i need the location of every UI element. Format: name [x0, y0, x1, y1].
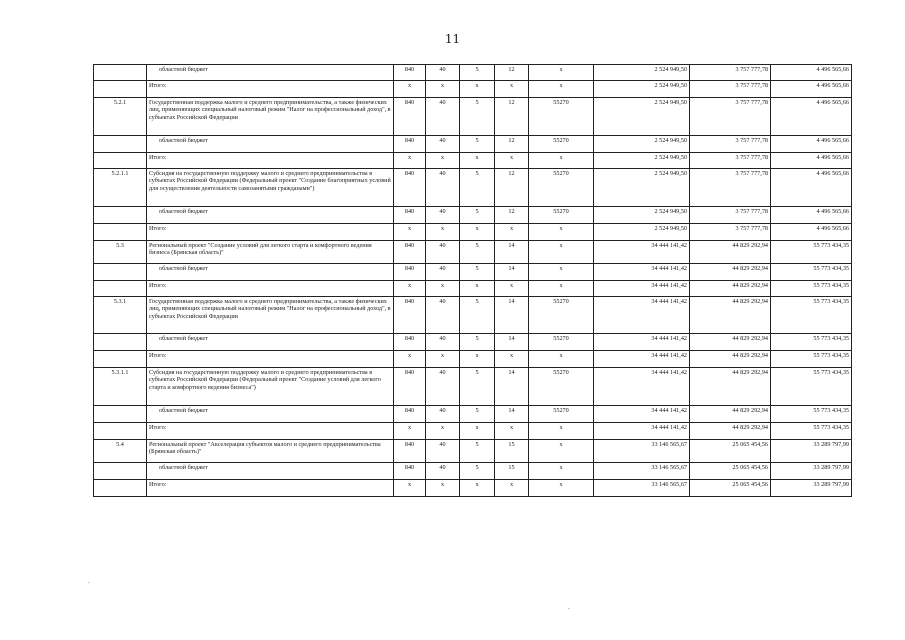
amount-year3-cell: 4 496 565,66	[771, 65, 852, 81]
expense-code-cell: х	[529, 440, 594, 463]
program-code-cell: х	[495, 423, 529, 440]
amount-year1-cell: 34 444 141,42	[594, 351, 690, 368]
table-row	[94, 463, 852, 480]
subsection-code-cell: х	[460, 480, 495, 497]
page-number: 11	[444, 32, 461, 46]
desc-cell: областной бюджет	[147, 264, 394, 281]
amount-year2-cell: 44 829 292,94	[690, 334, 771, 351]
desc-cell: Итого:	[147, 81, 394, 98]
section-code-cell: 40	[426, 169, 460, 207]
grbs-code-cell: х	[394, 153, 426, 169]
expense-code-cell: 55270	[529, 169, 594, 207]
section-code-cell: 40	[426, 406, 460, 423]
expense-code-cell: х	[529, 241, 594, 264]
amount-year2-cell: 25 065 454,56	[690, 440, 771, 463]
desc-cell: областной бюджет	[147, 65, 394, 81]
program-code-cell: 12	[495, 136, 529, 153]
grbs-code-cell: х	[394, 224, 426, 241]
amount-year3-cell: 4 496 565,66	[771, 81, 852, 98]
grbs-code-cell: 840	[394, 406, 426, 423]
section-code-cell: 40	[426, 98, 460, 136]
section-code-cell: 40	[426, 136, 460, 153]
subsection-code-cell: 5	[460, 297, 495, 334]
desc-cell: областной бюджет	[147, 136, 394, 153]
section-code-cell: 40	[426, 297, 460, 334]
amount-year2-cell: 3 757 777,78	[690, 98, 771, 136]
expense-code-cell: 55270	[529, 334, 594, 351]
code-cell	[94, 224, 147, 241]
table-row	[94, 153, 852, 169]
code-cell	[94, 153, 147, 169]
table-row	[94, 281, 852, 297]
amount-year2-cell: 3 757 777,78	[690, 153, 771, 169]
grbs-code-cell: х	[394, 480, 426, 497]
desc-cell: Итого:	[147, 153, 394, 169]
expense-code-cell: х	[529, 81, 594, 98]
table-row	[94, 98, 852, 136]
table-row	[94, 207, 852, 224]
grbs-code-cell: 840	[394, 207, 426, 224]
amount-year3-cell: 4 496 565,66	[771, 153, 852, 169]
amount-year2-cell: 44 829 292,94	[690, 281, 771, 297]
subsection-code-cell: 5	[460, 368, 495, 406]
grbs-code-cell: 840	[394, 463, 426, 480]
grbs-code-cell: х	[394, 423, 426, 440]
code-cell: 5.3.1	[94, 297, 147, 334]
amount-year1-cell: 33 146 565,67	[594, 440, 690, 463]
amount-year3-cell: 4 496 565,66	[771, 207, 852, 224]
amount-year3-cell: 33 289 797,99	[771, 463, 852, 480]
grbs-code-cell: 840	[394, 297, 426, 334]
amount-year1-cell: 34 444 141,42	[594, 406, 690, 423]
subsection-code-cell: х	[460, 81, 495, 98]
desc-cell: областной бюджет	[147, 207, 394, 224]
table-row	[94, 65, 852, 81]
amount-year1-cell: 34 444 141,42	[594, 368, 690, 406]
code-cell	[94, 65, 147, 81]
amount-year3-cell: 33 289 797,99	[771, 480, 852, 497]
desc-cell: областной бюджет	[147, 406, 394, 423]
amount-year1-cell: 34 444 141,42	[594, 264, 690, 281]
program-code-cell: 14	[495, 264, 529, 281]
amount-year1-cell: 2 524 949,50	[594, 207, 690, 224]
desc-cell: Субсидия на государственную поддержку малого и среднего предпринимательства в субъектах Российской Федерации (Федеральный проект "Создание благоприятных условий для осуществления деятельности самозанятыми гражданами")	[147, 169, 394, 207]
grbs-code-cell: 840	[394, 98, 426, 136]
program-code-cell: 15	[495, 440, 529, 463]
grbs-code-cell: х	[394, 351, 426, 368]
program-code-cell: 14	[495, 406, 529, 423]
amount-year3-cell: 55 773 434,35	[771, 334, 852, 351]
code-cell	[94, 334, 147, 351]
table-row	[94, 368, 852, 406]
code-cell	[94, 281, 147, 297]
table-row	[94, 334, 852, 351]
amount-year2-cell: 3 757 777,78	[690, 224, 771, 241]
section-code-cell: 40	[426, 264, 460, 281]
table-body	[94, 65, 852, 497]
code-cell	[94, 406, 147, 423]
expense-code-cell: х	[529, 153, 594, 169]
section-code-cell: 40	[426, 207, 460, 224]
desc-cell: Итого:	[147, 480, 394, 497]
table-row	[94, 169, 852, 207]
section-code-cell: х	[426, 480, 460, 497]
grbs-code-cell: 840	[394, 136, 426, 153]
amount-year1-cell: 34 444 141,42	[594, 334, 690, 351]
desc-cell: Итого:	[147, 423, 394, 440]
expense-code-cell: 55270	[529, 368, 594, 406]
program-code-cell: 12	[495, 98, 529, 136]
grbs-code-cell: 840	[394, 264, 426, 281]
desc-cell: областной бюджет	[147, 463, 394, 480]
amount-year2-cell: 25 065 454,56	[690, 480, 771, 497]
section-code-cell: х	[426, 224, 460, 241]
code-cell	[94, 423, 147, 440]
amount-year2-cell: 44 829 292,94	[690, 241, 771, 264]
table-row	[94, 423, 852, 440]
code-cell: 5.2.1.1	[94, 169, 147, 207]
expense-code-cell: х	[529, 264, 594, 281]
amount-year2-cell: 3 757 777,78	[690, 65, 771, 81]
desc-cell: Итого:	[147, 224, 394, 241]
code-cell	[94, 264, 147, 281]
amount-year3-cell: 4 496 565,66	[771, 224, 852, 241]
subsection-code-cell: 5	[460, 169, 495, 207]
program-code-cell: х	[495, 81, 529, 98]
subsection-code-cell: х	[460, 351, 495, 368]
expense-code-cell: х	[529, 224, 594, 241]
expense-code-cell: х	[529, 351, 594, 368]
program-code-cell: х	[495, 480, 529, 497]
section-code-cell: 40	[426, 463, 460, 480]
subsection-code-cell: х	[460, 423, 495, 440]
subsection-code-cell: 5	[460, 207, 495, 224]
desc-cell: Региональный проект "Создание условий для легкого старта и комфортного ведения бизнеса (Брянская область)"	[147, 241, 394, 264]
table-row	[94, 241, 852, 264]
section-code-cell: 40	[426, 241, 460, 264]
expense-code-cell: х	[529, 423, 594, 440]
amount-year1-cell: 34 444 141,42	[594, 281, 690, 297]
grbs-code-cell: х	[394, 81, 426, 98]
amount-year3-cell: 55 773 434,35	[771, 241, 852, 264]
amount-year3-cell: 55 773 434,35	[771, 297, 852, 334]
section-code-cell: 40	[426, 368, 460, 406]
code-cell	[94, 81, 147, 98]
section-code-cell: х	[426, 153, 460, 169]
desc-cell: Государственная поддержка малого и среднего предпринимательства, а также физических лиц, применяющих специальный налоговый режим "Налог на профессиональный доход", в субъектах Российской Федерации	[147, 297, 394, 334]
program-code-cell: х	[495, 281, 529, 297]
table-row	[94, 224, 852, 241]
program-code-cell: 14	[495, 368, 529, 406]
program-code-cell: 14	[495, 241, 529, 264]
grbs-code-cell: х	[394, 281, 426, 297]
subsection-code-cell: 5	[460, 406, 495, 423]
amount-year2-cell: 3 757 777,78	[690, 136, 771, 153]
grbs-code-cell: 840	[394, 334, 426, 351]
grbs-code-cell: 840	[394, 65, 426, 81]
amount-year2-cell: 44 829 292,94	[690, 423, 771, 440]
program-code-cell: х	[495, 351, 529, 368]
expense-code-cell: 55270	[529, 406, 594, 423]
amount-year3-cell: 4 496 565,66	[771, 98, 852, 136]
subsection-code-cell: 5	[460, 136, 495, 153]
expense-code-cell: 55270	[529, 98, 594, 136]
amount-year1-cell: 2 524 949,50	[594, 136, 690, 153]
amount-year1-cell: 2 524 949,50	[594, 169, 690, 207]
amount-year2-cell: 44 829 292,94	[690, 406, 771, 423]
desc-cell: Субсидия на государственную поддержку малого и среднего предпринимательства в субъектах Российской Федерации (Федеральный проект "Создание условий для легкого старта и комфортного ведения бизнеса")	[147, 368, 394, 406]
budget-table	[93, 64, 852, 497]
expense-code-cell: х	[529, 480, 594, 497]
amount-year2-cell: 44 829 292,94	[690, 368, 771, 406]
subsection-code-cell: 5	[460, 241, 495, 264]
table-row	[94, 81, 852, 98]
subsection-code-cell: 5	[460, 98, 495, 136]
desc-cell: Региональный проект "Акселерация субъектов малого и среднего предпринимательства (Брянская область)"	[147, 440, 394, 463]
expense-code-cell: 55270	[529, 297, 594, 334]
amount-year3-cell: 55 773 434,35	[771, 423, 852, 440]
program-code-cell: 12	[495, 65, 529, 81]
section-code-cell: х	[426, 351, 460, 368]
expense-code-cell: х	[529, 65, 594, 81]
code-cell: 5.4	[94, 440, 147, 463]
amount-year1-cell: 2 524 949,50	[594, 153, 690, 169]
desc-cell: Итого:	[147, 351, 394, 368]
amount-year1-cell: 2 524 949,50	[594, 224, 690, 241]
amount-year3-cell: 4 496 565,66	[771, 169, 852, 207]
amount-year1-cell: 33 146 565,67	[594, 480, 690, 497]
subsection-code-cell: 5	[460, 264, 495, 281]
amount-year3-cell: 55 773 434,35	[771, 368, 852, 406]
amount-year1-cell: 34 444 141,42	[594, 423, 690, 440]
code-cell	[94, 463, 147, 480]
subsection-code-cell: 5	[460, 463, 495, 480]
section-code-cell: х	[426, 423, 460, 440]
section-code-cell: х	[426, 81, 460, 98]
scan-speck: ·	[568, 606, 570, 613]
grbs-code-cell: 840	[394, 440, 426, 463]
subsection-code-cell: х	[460, 224, 495, 241]
scan-speck: ·	[88, 580, 90, 587]
amount-year3-cell: 55 773 434,35	[771, 406, 852, 423]
subsection-code-cell: 5	[460, 65, 495, 81]
code-cell: 5.2.1	[94, 98, 147, 136]
program-code-cell: 14	[495, 297, 529, 334]
section-code-cell: 40	[426, 65, 460, 81]
section-code-cell: х	[426, 281, 460, 297]
expense-code-cell: 55270	[529, 136, 594, 153]
section-code-cell: 40	[426, 440, 460, 463]
expense-code-cell: 55270	[529, 207, 594, 224]
subsection-code-cell: х	[460, 153, 495, 169]
grbs-code-cell: 840	[394, 368, 426, 406]
desc-cell: Итого:	[147, 281, 394, 297]
code-cell	[94, 351, 147, 368]
table-row	[94, 264, 852, 281]
amount-year3-cell: 55 773 434,35	[771, 351, 852, 368]
table-row	[94, 480, 852, 497]
amount-year2-cell: 25 065 454,56	[690, 463, 771, 480]
expense-code-cell: х	[529, 463, 594, 480]
amount-year2-cell: 44 829 292,94	[690, 351, 771, 368]
code-cell	[94, 136, 147, 153]
amount-year2-cell: 3 757 777,78	[690, 169, 771, 207]
program-code-cell: х	[495, 224, 529, 241]
amount-year1-cell: 34 444 141,42	[594, 241, 690, 264]
program-code-cell: 12	[495, 169, 529, 207]
amount-year2-cell: 3 757 777,78	[690, 81, 771, 98]
subsection-code-cell: х	[460, 281, 495, 297]
amount-year2-cell: 44 829 292,94	[690, 297, 771, 334]
amount-year1-cell: 33 146 565,67	[594, 463, 690, 480]
code-cell: 5.3	[94, 241, 147, 264]
amount-year1-cell: 34 444 141,42	[594, 297, 690, 334]
table-row	[94, 406, 852, 423]
grbs-code-cell: 840	[394, 169, 426, 207]
amount-year3-cell: 33 289 797,99	[771, 440, 852, 463]
table-row	[94, 351, 852, 368]
table-row	[94, 440, 852, 463]
subsection-code-cell: 5	[460, 440, 495, 463]
program-code-cell: 12	[495, 207, 529, 224]
amount-year1-cell: 2 524 949,50	[594, 81, 690, 98]
code-cell	[94, 480, 147, 497]
code-cell: 5.3.1.1	[94, 368, 147, 406]
section-code-cell: 40	[426, 334, 460, 351]
amount-year3-cell: 55 773 434,35	[771, 281, 852, 297]
desc-cell: областной бюджет	[147, 334, 394, 351]
code-cell	[94, 207, 147, 224]
expense-code-cell: х	[529, 281, 594, 297]
program-code-cell: х	[495, 153, 529, 169]
amount-year2-cell: 44 829 292,94	[690, 264, 771, 281]
amount-year3-cell: 55 773 434,35	[771, 264, 852, 281]
table-row	[94, 297, 852, 334]
table-row	[94, 136, 852, 153]
grbs-code-cell: 840	[394, 241, 426, 264]
desc-cell: Государственная поддержка малого и среднего предпринимательства, а также физических лиц, применяющих специальный налоговый режим "Налог на профессиональный доход", в субъектах Российской Федерации	[147, 98, 394, 136]
program-code-cell: 14	[495, 334, 529, 351]
amount-year3-cell: 4 496 565,66	[771, 136, 852, 153]
amount-year2-cell: 3 757 777,78	[690, 207, 771, 224]
program-code-cell: 15	[495, 463, 529, 480]
amount-year1-cell: 2 524 949,50	[594, 65, 690, 81]
amount-year1-cell: 2 524 949,50	[594, 98, 690, 136]
subsection-code-cell: 5	[460, 334, 495, 351]
